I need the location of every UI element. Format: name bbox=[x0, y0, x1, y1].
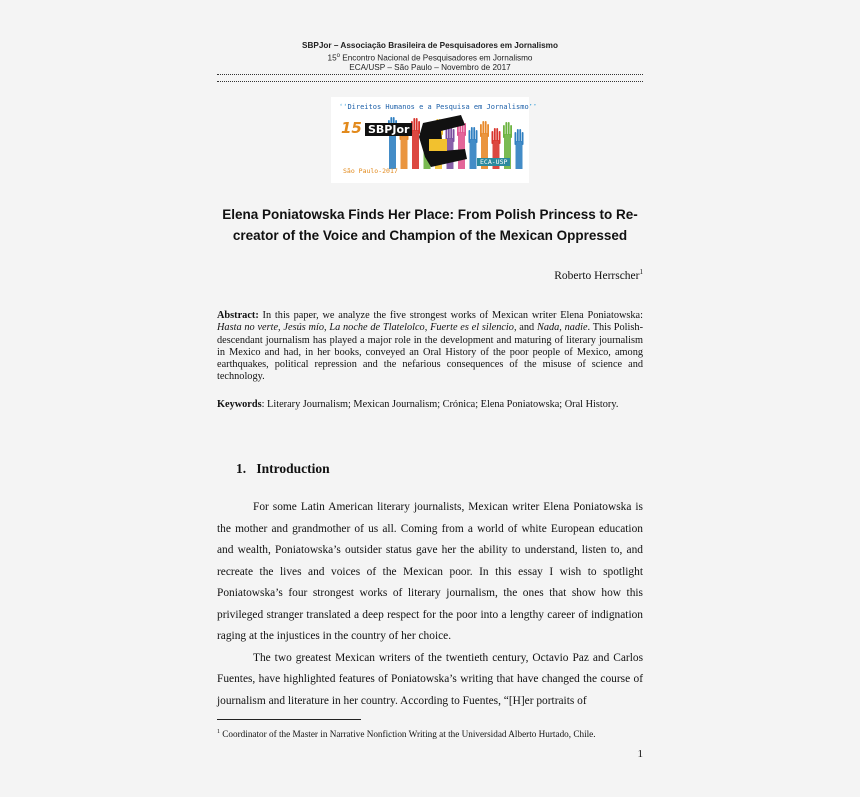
conference-logo bbox=[331, 97, 538, 183]
header-divider bbox=[217, 74, 643, 82]
hand-finger bbox=[476, 130, 478, 143]
work-title: Hasta no verte, Jesús mío bbox=[217, 322, 324, 334]
hand-finger bbox=[487, 124, 489, 137]
paragraph: For some Latin American literary journalists, Mexican writer Elena Poniatowska is the mother and grandmother of us all. Coming from a world of white European education and wealth, Poniatowska’s outsider status gave her the ability to understand, listen to, and recreate the lives and voices of the Mexican poor. In this essay I wish to spotlight Poniatowska’s four strongest works of literary journalism, the ones that show how this privileged stranger translated a deep respect for the poor into a lengthy career of indignation raging at the injustices in the country of her choice. bbox=[217, 501, 643, 642]
keywords-label: Keywords bbox=[217, 399, 262, 410]
hand-finger bbox=[519, 129, 521, 142]
footnote-mark: 1 bbox=[217, 729, 220, 735]
logo-org: SBPJor bbox=[365, 123, 412, 136]
hand-finger bbox=[418, 121, 420, 134]
abstract-label: Abstract: bbox=[217, 310, 259, 321]
hand-finger bbox=[453, 129, 455, 142]
logo-city: São Paulo-2017 bbox=[343, 167, 398, 175]
hand-finger bbox=[473, 127, 475, 140]
hand-arm bbox=[516, 141, 523, 169]
hand-finger bbox=[499, 131, 501, 144]
hand-finger bbox=[515, 132, 517, 145]
hand-finger bbox=[492, 131, 494, 144]
section-title: Introduction bbox=[256, 461, 330, 476]
hand-finger bbox=[503, 125, 505, 138]
title-line-1: Elena Poniatowska Finds Her Place: From Polish Princess to Re- bbox=[222, 207, 638, 222]
conference-name-line: 15$^o$ Encontro Nacional de Pesquisadores em Jornalismo bbox=[327, 53, 533, 63]
hand-arm bbox=[401, 136, 408, 169]
author-footnote-mark: 1 bbox=[639, 268, 643, 276]
hand-finger bbox=[505, 122, 507, 135]
logo-institution: ECA-USP bbox=[477, 158, 510, 166]
hand-finger bbox=[416, 118, 418, 131]
logo-number: 15 bbox=[341, 119, 362, 137]
hand-finger bbox=[482, 121, 484, 134]
work-title: La noche de Tlatelolco bbox=[329, 322, 425, 334]
footnote-divider bbox=[217, 719, 361, 720]
work-title: Fuerte es el silencio bbox=[430, 322, 514, 334]
hand-finger bbox=[522, 132, 524, 145]
hand-finger bbox=[494, 128, 496, 141]
hand-finger bbox=[469, 130, 471, 143]
body-text bbox=[217, 497, 643, 712]
hand-finger bbox=[496, 128, 498, 141]
conference-place-line: ECA/USP – São Paulo – Novembro de 2017 bbox=[349, 63, 511, 72]
hand-finger bbox=[508, 122, 510, 135]
work-title: Nada, nadie bbox=[536, 322, 588, 334]
hand-arm bbox=[470, 139, 477, 169]
hand-finger bbox=[485, 121, 487, 134]
page-number: 1 bbox=[637, 748, 643, 760]
author-name: Roberto Herrscher bbox=[554, 269, 640, 282]
section-number: 1. bbox=[236, 461, 247, 476]
paper-title bbox=[217, 204, 643, 246]
logo-banner: ❛❛Direitos Humanos e a Pesquisa em Jornalismo❜❜ bbox=[339, 103, 538, 111]
hand-finger bbox=[413, 118, 415, 131]
conference-org-line: SBPJor – Associação Brasileira de Pesquisadores em Jornalismo bbox=[302, 41, 558, 50]
hand-finger bbox=[471, 127, 473, 140]
paragraph: The two greatest Mexican writers of the twentieth century, Octavio Paz and Carlos Fuentes, have highlighted features of Poniatowska’s writing that have changed the course of journalism and literature in her country. According to Fuentes, “[H]er portraits of bbox=[217, 651, 643, 707]
keywords: Keywords: Literary Journalism; Mexican Journalism; Crónica; Elena Poniatowska; Oral History. bbox=[217, 399, 619, 410]
abstract: Abstract: In this paper, we analyze the five strongest works of Mexican writer Elena Poniatowska: Hasta no verte, Jesús mío, La noche de Tlatelolco, Fuerte es el silencio, and Nada, nadie. This Polish-descendant journalism has played a major role in the development and maturing of literary journalism in Mexico and had, in her books, conveyed an Oral History of the poor people of Mexico, among earthquakes, political repression and the nefarious consequences of the misuse of science and technology. bbox=[217, 310, 643, 383]
hand-finger bbox=[510, 125, 512, 138]
author bbox=[554, 268, 643, 282]
title-line-2: creator of the Voice and Champion of the Mexican Oppressed bbox=[232, 228, 628, 243]
hand-finger bbox=[480, 124, 482, 137]
section-heading bbox=[236, 461, 330, 477]
hand-arm bbox=[412, 130, 419, 169]
hand-finger bbox=[517, 129, 519, 142]
footnote: $^1$ Coordinator of the Master in Narrative Nonfiction Writing at the Universidad Alberto Hurtado, Chile. bbox=[217, 729, 596, 740]
